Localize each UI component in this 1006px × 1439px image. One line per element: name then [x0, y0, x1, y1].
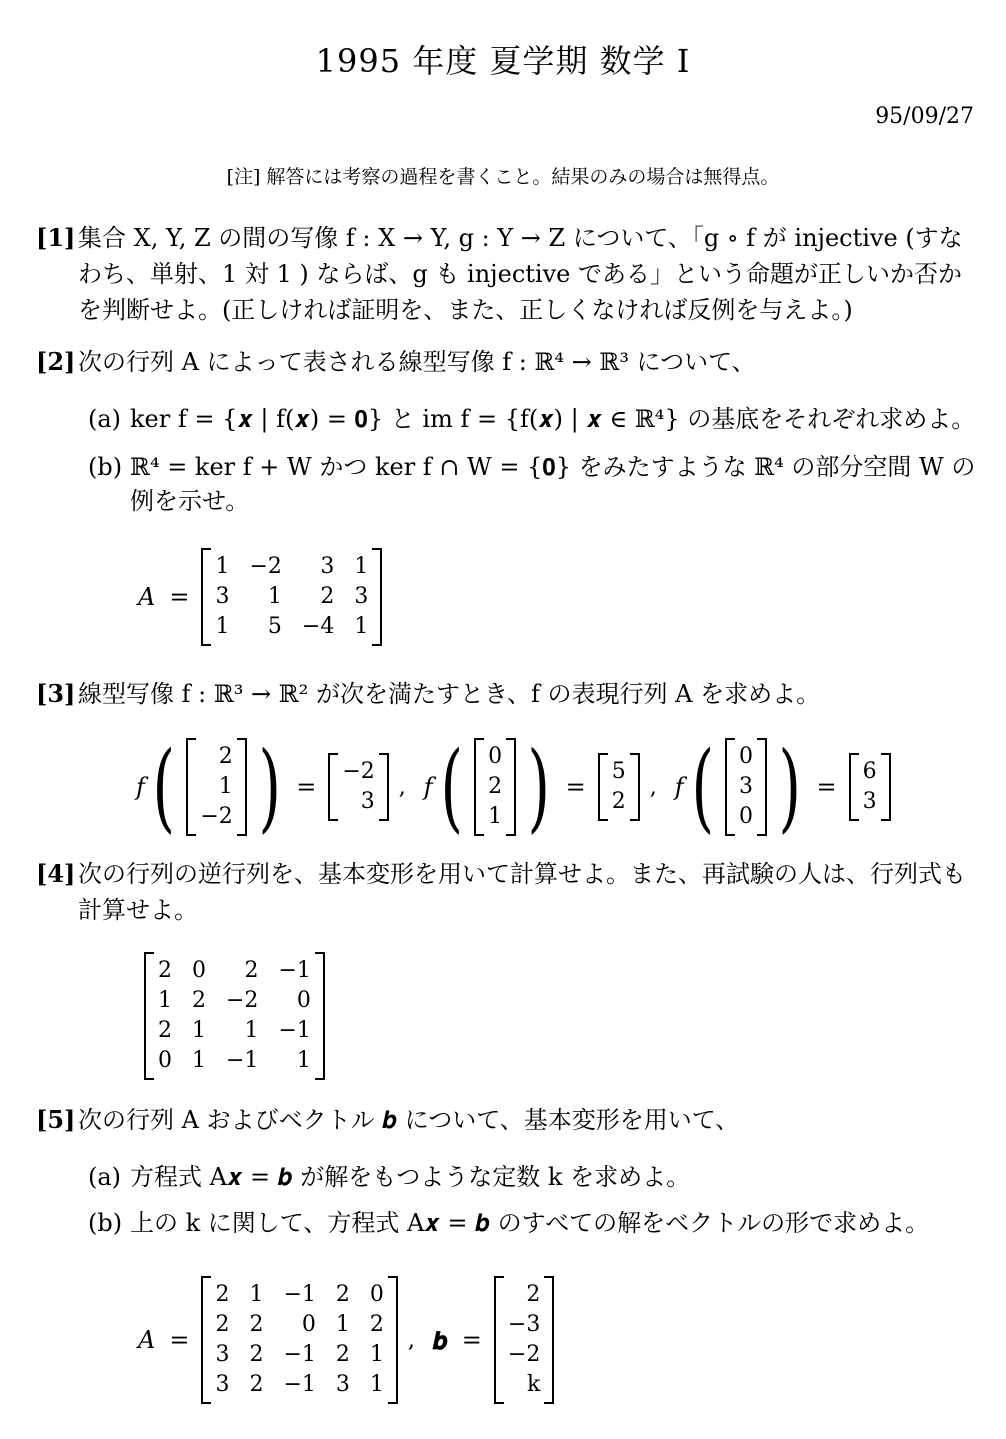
input-vector: [474, 738, 516, 836]
matrix-cell: 1: [249, 1282, 264, 1307]
exam-date: 95/09/27: [875, 104, 974, 129]
matrix-cell: 2: [335, 1282, 350, 1307]
comma: ,: [407, 1327, 415, 1353]
matrix-cell: 3: [320, 554, 335, 579]
vector-cell: 3: [739, 774, 754, 799]
vector-cell: −3: [507, 1312, 541, 1337]
matrix-cell: 2: [335, 1342, 350, 1367]
question-4-text: 次の行列の逆行列を、基本変形を用いて計算せよ。また、再試験の人は、行列式も計算せよ。: [78, 860, 966, 924]
vector-cell: 6: [862, 759, 877, 784]
question-2a-label: (a): [88, 405, 122, 433]
question-5a-text: 方程式 A𝒙 = 𝒃 が解をもつような定数 k を求めよ。: [130, 1163, 691, 1191]
equals-sign: =: [169, 1326, 190, 1354]
vector-cell: 0: [488, 744, 503, 769]
matrix-cell: 2: [369, 1312, 384, 1337]
matrix-cell: 1: [354, 554, 369, 579]
question-2: [36, 344, 976, 380]
function-name: f: [423, 773, 433, 801]
comma: ,: [398, 774, 406, 800]
vector-cell: 2: [218, 744, 233, 769]
matrix-cell: 0: [296, 988, 311, 1013]
matrix-cell: 2: [249, 1372, 264, 1397]
matrix-cell: 3: [215, 584, 230, 609]
matrix-name: A: [138, 1326, 156, 1354]
vector-cell: 3: [862, 789, 877, 814]
vector-cell: −2: [507, 1342, 541, 1367]
matrix-cell: −2: [249, 554, 282, 579]
question-2a: [88, 402, 978, 436]
question-4-number: [4]: [36, 859, 76, 888]
question-5b-label: (b): [88, 1209, 123, 1237]
matrix-cell: 1: [158, 988, 172, 1013]
vector-cell: −2: [342, 759, 375, 784]
left-paren: (: [152, 731, 175, 843]
matrix-cell: 1: [354, 614, 369, 639]
question-3-text: 線型写像 f : ℝ³ → ℝ² が次を満たすとき、f の表現行列 A を求めよ。: [78, 680, 821, 708]
matrix-cell: −1: [283, 1282, 316, 1307]
question-2b-text: ℝ⁴ = ker f + W かつ ker f ∩ W = {𝟎} をみたすような ℝ⁴ の部分空間 W の例を示せ。: [130, 453, 976, 515]
question-5-number: [5]: [36, 1105, 76, 1134]
vector-cell: 0: [739, 804, 754, 829]
matrix: [144, 952, 325, 1080]
matrix-cell: 0: [301, 1312, 316, 1337]
equals-sign: =: [169, 583, 190, 611]
question-5b: [88, 1206, 978, 1240]
equals-sign: =: [296, 773, 317, 801]
left-paren: (: [440, 731, 463, 843]
question-2a-text: ker f = {𝒙 | f(𝒙) = 𝟎} と im f = {f(𝒙) | 𝒙 ∈ ℝ⁴} の基底をそれぞれ求めよ。: [130, 405, 976, 433]
question-2-number: [2]: [36, 347, 76, 376]
matrix-cell: 3: [215, 1372, 230, 1397]
matrix-cell: 1: [267, 584, 282, 609]
vector-cell: 5: [611, 759, 626, 784]
right-paren: ): [527, 731, 551, 843]
question-4: [36, 856, 976, 928]
question-3-conditions: [136, 731, 895, 843]
matrix-cell: 1: [192, 1018, 206, 1043]
question-2b: [88, 450, 978, 518]
matrix-cell: 2: [192, 988, 206, 1013]
vector-cell: 2: [611, 789, 626, 814]
question-5-matrix-equation: [138, 1276, 558, 1404]
matrix-cell: 1: [335, 1312, 350, 1337]
output-vector: [328, 753, 388, 821]
matrix-A: [201, 1276, 397, 1404]
matrix-cell: 2: [249, 1342, 264, 1367]
matrix-A: [201, 548, 382, 646]
matrix-cell: 2: [320, 584, 335, 609]
question-4-matrix: [140, 952, 329, 1080]
matrix-cell: 2: [158, 1018, 172, 1043]
right-paren: ): [778, 731, 801, 843]
matrix-cell: 1: [369, 1342, 384, 1367]
question-5a: [88, 1160, 978, 1194]
question-1: [36, 220, 976, 328]
matrix-cell: 3: [354, 584, 369, 609]
input-vector: [186, 738, 246, 836]
equals-sign: =: [816, 773, 837, 801]
question-5a-label: (a): [88, 1163, 122, 1191]
matrix-cell: 2: [215, 1282, 230, 1307]
output-vector: [598, 753, 640, 821]
input-vector: [725, 738, 767, 836]
matrix-cell: 2: [158, 958, 172, 983]
matrix-cell: 5: [267, 614, 282, 639]
question-3: [36, 676, 976, 712]
matrix-cell: −1: [278, 1018, 311, 1043]
vector-cell: 1: [218, 774, 233, 799]
matrix-cell: 1: [369, 1372, 384, 1397]
matrix-name: A: [138, 583, 156, 611]
matrix-cell: 1: [296, 1048, 311, 1073]
instruction-note: [注] 解答には考察の過程を書くこと。結果のみの場合は無得点。: [226, 166, 780, 188]
matrix-cell: −1: [283, 1372, 316, 1397]
page-title: 1995 年度 夏学期 数学 I: [315, 42, 691, 80]
matrix-cell: 1: [192, 1048, 206, 1073]
question-2-matrix-equation: [138, 548, 386, 646]
matrix-cell: 0: [369, 1282, 384, 1307]
matrix-cell: 0: [158, 1048, 172, 1073]
matrix-cell: 2: [244, 958, 259, 983]
question-5b-text: 上の k に関して、方程式 A𝒙 = 𝒃 のすべての解をベクトルの形で求めよ。: [130, 1209, 930, 1237]
function-name: f: [136, 773, 145, 801]
matrix-cell: −1: [226, 1048, 259, 1073]
vector-b: [494, 1276, 554, 1404]
matrix-cell: −1: [278, 958, 311, 983]
output-vector: [849, 753, 891, 821]
vector-cell: 2: [488, 774, 503, 799]
question-2-text: 次の行列 A によって表される線型写像 f : ℝ⁴ → ℝ³ について、: [78, 348, 756, 376]
matrix-cell: 3: [215, 1342, 230, 1367]
matrix-cell: 2: [215, 1312, 230, 1337]
vector-cell: k: [527, 1372, 541, 1397]
question-1-text: 集合 X, Y, Z の間の写像 f : X → Y, g : Y → Z について、「g ∘ f が injective (すなわち、単射、1 対 1 ) ならば、g も injective である」という命題が正しいか否かを判断せよ。(正しければ証明を、また、正しくなければ反例を与えよ。): [78, 224, 963, 324]
vector-cell: 0: [739, 744, 754, 769]
vector-cell: −2: [200, 804, 233, 829]
left-paren: (: [691, 731, 714, 843]
vector-cell: 1: [488, 804, 503, 829]
right-paren: ): [258, 731, 281, 843]
comma: ,: [649, 774, 657, 800]
function-name: f: [674, 773, 684, 801]
question-5-text: 次の行列 A およびベクトル 𝒃 について、基本変形を用いて、: [78, 1106, 740, 1134]
matrix-cell: −2: [226, 988, 259, 1013]
matrix-cell: 3: [335, 1372, 350, 1397]
question-2b-label: (b): [88, 453, 123, 481]
matrix-cell: 0: [192, 958, 206, 983]
vector-name: 𝒃: [432, 1325, 448, 1355]
equals-sign: =: [461, 1326, 482, 1354]
matrix-cell: 2: [249, 1312, 264, 1337]
matrix-cell: −4: [301, 614, 335, 639]
matrix-cell: 1: [215, 554, 230, 579]
equals-sign: =: [565, 773, 586, 801]
question-3-number: [3]: [36, 679, 76, 708]
vector-cell: 3: [360, 789, 375, 814]
vector-cell: 2: [526, 1282, 541, 1307]
matrix-cell: −1: [283, 1342, 316, 1367]
question-1-number: [1]: [36, 223, 76, 252]
question-5: [36, 1102, 976, 1138]
matrix-cell: 1: [244, 1018, 259, 1043]
matrix-cell: 1: [215, 614, 230, 639]
